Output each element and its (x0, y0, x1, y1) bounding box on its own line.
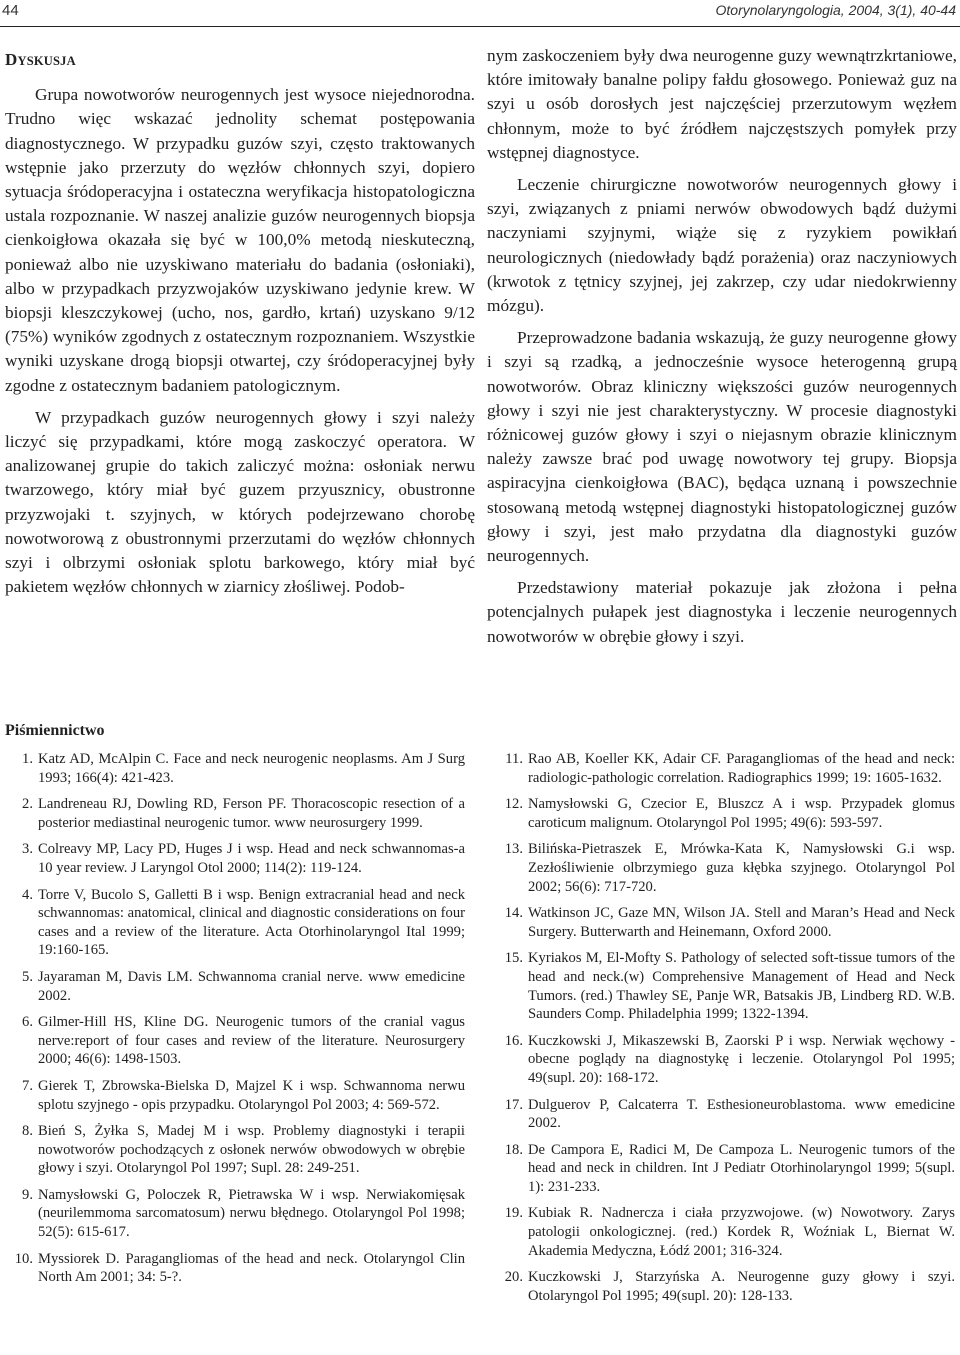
discussion-paragraph: Przeprowadzone badania wskazują, że guzy neurogenne głowy i szyi są rzadką, a jednocześnie wysoce heterogenną grupą nowotworów. Obraz kliniczny większości guzów neurogennych głowy i szyi nie jest charakterystyczny. W procesie diagnostyki różnicowej guzów głowy i szyi o niejasnym obrazie klinicznym należy zawsze brać pod uwagę nowotwory tej grupy. Biopsja aspiracyjna cienkoigłowa (BAC), będąca uznaną i powszechnie stosowaną metodą wstępnej diagnostyki histopatologicznej guzów głowy i szyi, jest mało przydatna dla diagnostyki guzów neurogennych. (487, 328, 957, 566)
discussion-paragraph: W przypadkach guzów neurogennych głowy i szyi należy liczyć się przypadkami, które mogą zaskoczyć operatora. W analizowanej grupie do takich zaliczyć można: osłoniak nerwu twarzowego, który miał być guzem przyusznicy, obustronne przyzwojaki t. szyjnych, w których podejrzewano chorobę nowotworową z obustronnymi przerzutami do węzłów chłonnych szyi i olbrzymi osłoniak splotu barkowego, który miał być pakietem węzłów chłonnych w ziarnicy złośliwej. Podob- (5, 407, 475, 597)
reference-text: Bilińska-Pietraszek E, Mrówka-Kata K, Namysłowski G.i wsp. Zezłośliwienie olbrzymiego guza kłębka szyjnego. Otolaryngol Pol 2002; 56(6): 717-720. (528, 841, 955, 895)
discussion-paragraph: Przedstawiony materiał pokazuje jak złożona i pełna potencjalnych pułapek jest diagnostyka i leczenie neurogennych nowotworów w obrębie głowy i szyi. (487, 578, 957, 646)
reference-text: Rao AB, Koeller KK, Adair CF. Paragangliomas of the head and neck: radiologic-pathologic correlation. Radiographics 1999; 19: 1605-1632. (528, 751, 955, 786)
reference-number: 5. (22, 968, 33, 985)
reference-text: Torre V, Bucolo S, Galletti B i wsp. Benign extracranial head and neck schwannomas: anatomical, clinical and diagnostic considerations on four cases and a review of the literature. Acta Otorhinolaryngol Ital 1999; 19:160-165. (38, 886, 465, 959)
section-title (5, 48, 475, 73)
reference-number: 9. (22, 1186, 33, 1203)
reference-item (495, 1204, 955, 1260)
reference-text: Kuczkowski J, Starzyńska A. Neurogenne guzy głowy i szyi. Otolaryngol Pol 1995; 49(supl. 20): 128-133. (528, 1269, 955, 1304)
reference-item (495, 949, 955, 1023)
reference-item (5, 1250, 465, 1287)
reference-text: De Campora E, Radici M, De Campoza L. Neurogenic tumors of the head and neck in children. Int J Pediatr Otorhinolaryngol 1999; 5(supl. 1): 231-233. (528, 1141, 955, 1195)
reference-text: Bień S, Żyłka S, Madej M i wsp. Problemy diagnostyki i terapii nowotworów pochodzących z osłonek nerwów obwodowych w obrębie głowy i szyi. Otolaryngol Pol 1997; Supl. 28: 249-251. (38, 1123, 465, 1177)
references-list-right (495, 750, 955, 1313)
reference-text: Gilmer-Hill HS, Kline DG. Neurogenic tumors of the cranial vagus nerve:report of four cases and review of the literature. Neurosurgery 2000; 46(6): 1498-1503. (38, 1014, 465, 1068)
reference-number: 10. (14, 1250, 33, 1267)
reference-text: Colreavy MP, Lacy PD, Huges J i wsp. Head and neck schwannomas-a 10 year review. J Laryngol Otol 2000; 114(2): 119-124. (38, 841, 465, 876)
reference-item (5, 1186, 465, 1242)
section-title-initial: D (5, 50, 18, 69)
reference-text: Katz AD, McAlpin C. Face and neck neurogenic neoplasms. Am J Surg 1993; 166(4): 421-423. (38, 751, 465, 786)
reference-number: 3. (22, 841, 33, 858)
reference-item (495, 904, 955, 941)
reference-item (5, 968, 465, 1005)
reference-text: Watkinson JC, Gaze MN, Wilson JA. Stell and Maran’s Head and Neck Surgery. Butterwarth and Heinemann, Oxford 2000. (528, 905, 955, 940)
references-title: Piśmiennictwo (5, 722, 105, 739)
reference-item (5, 1077, 465, 1114)
reference-number: 17. (504, 1096, 523, 1113)
reference-number: 15. (504, 950, 523, 967)
reference-number: 4. (22, 886, 33, 903)
discussion-paragraph: nym zaskoczeniem były dwa neurogenne guzy wewnątrzkrtaniowe, które imitowały banalne polipy fałdu głosowego. Ponieważ guz na szyi u osób dorosłych jest najczęściej przerzutowym węzłem chłonnym, może to być źródłem najczęstszych pomyłek przy wstępnej diagnostyce. (487, 46, 957, 162)
reference-number: 1. (22, 751, 33, 767)
reference-number: 19. (504, 1205, 523, 1222)
reference-item (5, 840, 465, 877)
reference-item (495, 1096, 955, 1133)
reference-text: Namysłowski G, Czecior E, Bluszcz A i wsp. Przypadek glomus caroticum malignum. Otolaryngol Pol 1995; 49(6): 593-597. (528, 796, 955, 831)
page-number: 44 (2, 2, 19, 19)
reference-text: Kuczkowski J, Mikaszewski B, Zaorski P i wsp. Nerwiak węchowy - obecne poglądy na diagnostykę i leczenie. Otolaryngol Pol 1995; 49(supl. 20): 168-172. (528, 1032, 955, 1086)
reference-text: Myssiorek D. Paragangliomas of the head and neck. Otolaryngol Clin North Am 2001; 34: 5-?. (38, 1250, 465, 1286)
reference-text: Dulguerov P, Calcaterra T. Esthesioneuroblastoma. www emedicine 2002. (528, 1096, 955, 1132)
reference-number: 12. (504, 796, 523, 813)
reference-text: Landreneau RJ, Dowling RD, Ferson PF. Thoracoscopic resection of a posterior mediastinal neurogenic tumor. www neurosurgery 1999. (38, 796, 465, 831)
reference-item (495, 1268, 955, 1305)
reference-number: 7. (22, 1077, 33, 1094)
reference-number: 20. (504, 1269, 523, 1286)
reference-number: 14. (504, 905, 523, 922)
reference-item (5, 1122, 465, 1178)
discussion-paragraph: Grupa nowotworów neurogennych jest wysoce niejednorodna. Trudno więc wskazać jednolity schemat postępowania diagnostycznego. W przypadku guzów szyi, często traktowanych wstępnie jako przerzuty do węzłów chłonnych szyi, dopiero sytuacja śródoperacyjna i ostateczna weryfikacja histopatologiczna ustala rozpoznanie. W naszej analizie guzów neurogennych biopsja cienkoigłowa okazała się być w 100,0% metodą nieskuteczną, ponieważ albo nie uzyskiwano materiału do badania (osłoniaki), albo w przypadkach przyzwojaków uzyskiwano jedynie krew. W biopsji kleszczykowej (ucho, nos, gardło, krtań) uzyskano 9/12 (75%) wyników zgodnych z ostatecznym rozpoznaniem. Wszystkie wyniki uzyskane drogą biopsji otwartej, czy śródoperacyjnej były zgodne z ostatecznym badaniem patologicznym. (5, 85, 475, 395)
reference-text: Namysłowski G, Poloczek R, Pietrawska W i wsp. Nerwiakomięsak (neurilemmoma sarcomatosum) nerwu błędnego. Otolaryngol Pol 1998; 52(5): 615-617. (38, 1186, 465, 1241)
reference-text: Kyriakos M, El-Mofty S. Pathology of selected soft-tissue tumors of the head and neck.(w) Comprehensive Management of Head and Neck Tumors. (red.) Thawley SE, Panje WR, Batsakis JB, Lindberg RD. W.B. Saunders Comp. Philadelphia 1999; 1322-1394. (528, 950, 955, 1023)
reference-text: Jayaraman M, Davis LM. Schwannoma cranial nerve. www emedicine 2002. (38, 968, 465, 1004)
reference-item (5, 1013, 465, 1069)
section-title-rest: YSKUSJA (17, 54, 76, 68)
discussion-left-column (5, 44, 475, 599)
header-rule (0, 26, 960, 27)
reference-number: 8. (22, 1123, 33, 1140)
reference-number: 16. (504, 1032, 523, 1049)
reference-item (5, 795, 465, 832)
reference-number: 6. (22, 1014, 33, 1031)
reference-number: 2. (22, 796, 33, 813)
reference-item (5, 750, 465, 787)
reference-item (495, 1032, 955, 1088)
discussion-paragraph: Leczenie chirurgiczne nowotworów neurogennych głowy i szyi, związanych z pniami nerwów obwodowych bądź dużymi naczyniami szyjnymi, wiąże się z ryzykiem powikłań neurologicznych (niedowłady bądź porażenia) oraz naczyniowych (krwotok z tętnicy szyjnej, jej zakrzep, czy udar niedokrwienny mózgu). (487, 175, 957, 316)
reference-item (5, 886, 465, 960)
reference-item (495, 840, 955, 896)
discussion-right-column (487, 44, 957, 649)
reference-number: 13. (504, 841, 523, 858)
reference-item (495, 1141, 955, 1197)
references-list-left (5, 750, 465, 1295)
page-header (0, 0, 960, 28)
journal-citation: Otorynolaryngologia, 2004, 3(1), 40-44 (715, 2, 956, 18)
reference-text: Kubiak R. Nadnercza i ciała przyzwojowe. (w) Nowotwory. Zarys patologii onkologicznej. (red.) Kordek R, Woźniak L, Biernat W. Akademia Medyczna, Łódź 2001; 316-324. (528, 1205, 955, 1259)
reference-text: Gierek T, Zbrowska-Bielska D, Majzel K i wsp. Schwannoma nerwu splotu szyjnego - opis przypadku. Otolaryngol Pol 2003; 4: 569-572. (38, 1077, 465, 1113)
reference-item (495, 750, 955, 787)
reference-number: 18. (504, 1141, 523, 1158)
reference-number: 11. (505, 751, 523, 767)
reference-item (495, 795, 955, 832)
